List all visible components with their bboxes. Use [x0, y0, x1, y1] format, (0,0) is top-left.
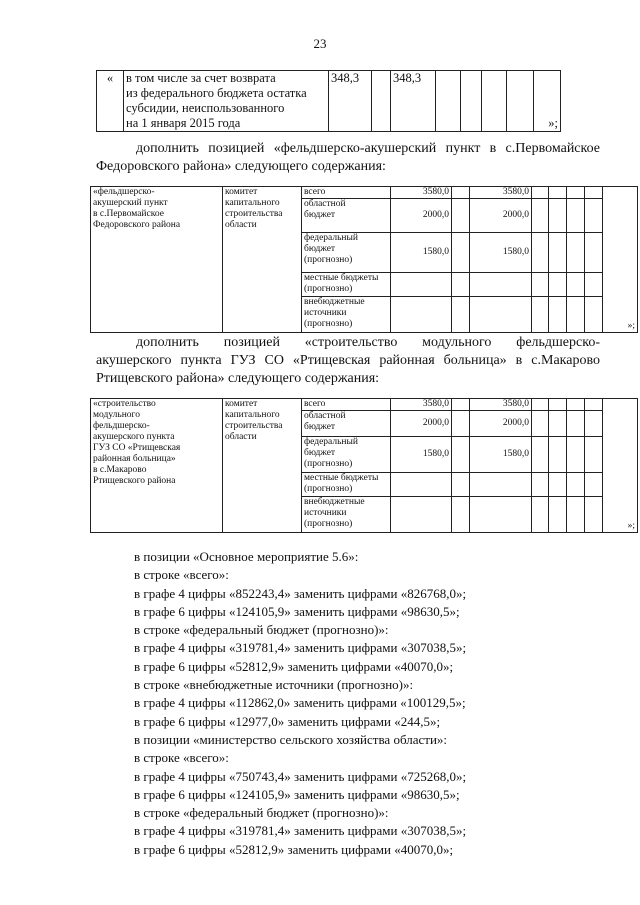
empty-cell: [585, 399, 603, 411]
source-label: источники: [304, 508, 347, 518]
source-label-cell: [302, 473, 391, 497]
value-col6-cell: 2000,0: [470, 199, 532, 233]
amendment-line: в строке «федеральный бюджет (прогнозно)»:: [134, 622, 389, 638]
empty-cell: [391, 497, 452, 533]
empty-cell: [532, 473, 549, 497]
paragraph-add-position-2-cont: акушерского пункта ГУЗ СО «Ртищевская районная больница» в с.Макарово: [96, 353, 600, 368]
source-label: (прогнозно): [304, 319, 353, 329]
amendment-line: в графе 6 цифры «124105,9» заменить цифрами «98630,5»;: [134, 603, 460, 619]
empty-cell: [482, 71, 507, 132]
empty-cell: [549, 187, 567, 199]
amendment-line: в позиции «Основное мероприятие 5.6»:: [134, 549, 359, 564]
empty-cell: [532, 497, 549, 533]
empty-cell: [567, 437, 585, 473]
name-line: акушерский пункт: [93, 198, 168, 208]
name-line: ГУЗ СО «Ртищевская: [93, 443, 181, 453]
empty-cell: [461, 71, 482, 132]
empty-cell: [549, 399, 567, 411]
source-label: бюджет: [304, 210, 336, 220]
source-label: источники: [304, 308, 347, 318]
empty-cell: [532, 187, 549, 199]
empty-cell: [532, 437, 549, 473]
value-col6-cell: 1580,0: [470, 437, 532, 473]
source-label: (прогнозно): [304, 484, 353, 494]
amendment-line: в графе 6 цифры «52812,9» заменить цифрами «40070,0»;: [134, 658, 454, 674]
source-label-cell: [302, 297, 391, 333]
empty-cell: [532, 411, 549, 437]
amendment-line: в позиции «министерство сельского хозяйства области»:: [134, 731, 448, 747]
name-line: в с.Первомайское: [93, 209, 164, 219]
empty-cell: [452, 473, 470, 497]
value-col4-cell: 348,3: [329, 71, 372, 132]
empty-cell: [391, 273, 452, 297]
value-col6-cell: 3580,0: [470, 399, 532, 411]
executor-cell: [223, 187, 302, 333]
amendment-line: в графе 4 цифры «750743,4» заменить цифрами «725268,0»;: [134, 768, 467, 784]
empty-cell: [585, 187, 603, 199]
empty-cell: [452, 199, 470, 233]
source-label: (прогнозно): [304, 459, 353, 469]
amendment-line: в строке «всего»:: [134, 567, 229, 583]
executor-line: строительства: [225, 209, 283, 219]
source-label: местные бюджеты: [304, 473, 379, 483]
executor-line: капитального: [225, 410, 280, 420]
name-line: «фельдшерско-: [93, 187, 155, 197]
amendment-line: в графе 6 цифры «52812,9» заменить цифрами «40070,0»;: [134, 841, 454, 857]
amendment-line: в графе 6 цифры «12977,0» заменить цифрами «244,5»;: [134, 713, 441, 729]
source-label: всего: [304, 187, 326, 197]
empty-cell: [532, 199, 549, 233]
source-label: внебюджетные: [304, 497, 365, 507]
empty-cell: [567, 297, 585, 333]
closing-quote-cell: »;: [603, 399, 638, 533]
executor-cell: [223, 399, 302, 533]
paragraph-add-position-2-end: Ртищевского района» следующего содержания:: [96, 371, 380, 386]
value-col6-cell: 1580,0: [470, 233, 532, 273]
amendment-line: в графе 4 цифры «112862,0» заменить цифрами «100129,5»;: [134, 695, 466, 711]
empty-cell: [567, 473, 585, 497]
empty-cell: [507, 71, 534, 132]
refund-description-cell: [124, 71, 329, 132]
table-modular-feldsher-makarovo: [90, 398, 638, 533]
empty-cell: [549, 273, 567, 297]
object-name-cell: [91, 399, 223, 533]
value-col4-cell: 2000,0: [391, 411, 452, 437]
empty-cell: [585, 473, 603, 497]
empty-cell: [585, 297, 603, 333]
source-label: бюджет: [304, 244, 336, 254]
empty-cell: [585, 199, 603, 233]
source-label: внебюджетные: [304, 297, 365, 307]
empty-cell: [391, 473, 452, 497]
object-name-cell: [91, 187, 223, 333]
name-line: Ртищевского района: [93, 476, 176, 486]
source-label: бюджет: [304, 422, 336, 432]
empty-cell: [470, 297, 532, 333]
amendment-line: в графе 4 цифры «319781,4» заменить цифрами «307038,5»;: [134, 823, 467, 839]
name-line: в с.Макарово: [93, 465, 147, 475]
empty-cell: [470, 497, 532, 533]
source-label: (прогнозно): [304, 284, 353, 294]
refund-text-line: субсидии, неиспользованного: [126, 101, 285, 115]
source-label-cell: [302, 199, 391, 233]
empty-cell: [532, 233, 549, 273]
empty-cell: [585, 411, 603, 437]
empty-cell: [391, 297, 452, 333]
empty-cell: [567, 233, 585, 273]
empty-cell: [452, 497, 470, 533]
source-label: (прогнозно): [304, 519, 353, 529]
amendment-line: в графе 6 цифры «124105,9» заменить цифрами «98630,5»;: [134, 786, 460, 802]
executor-line: строительства: [225, 421, 283, 431]
empty-cell: [549, 437, 567, 473]
empty-cell: [532, 297, 549, 333]
empty-cell: [567, 187, 585, 199]
source-label-cell: [302, 437, 391, 473]
value-col4-cell: 3580,0: [391, 187, 452, 199]
empty-cell: [452, 233, 470, 273]
name-line: районная больница»: [93, 454, 176, 464]
page-number: 23: [313, 36, 327, 51]
amendment-line: в строке «внебюджетные источники (прогнозно)»:: [134, 677, 414, 693]
value-col6-cell: 3580,0: [470, 187, 532, 199]
empty-cell: [567, 411, 585, 437]
empty-cell: [549, 233, 567, 273]
source-label-cell: [302, 273, 391, 297]
value-col6-cell: 2000,0: [470, 411, 532, 437]
source-label-cell: [302, 233, 391, 273]
empty-cell: [470, 273, 532, 297]
source-label: бюджет: [304, 448, 336, 458]
empty-cell: [567, 273, 585, 297]
empty-cell: [452, 273, 470, 297]
source-label: федеральный: [304, 437, 358, 447]
empty-cell: [567, 199, 585, 233]
empty-cell: [452, 187, 470, 199]
refund-text-line: из федерального бюджета остатка: [126, 86, 307, 100]
empty-cell: [585, 233, 603, 273]
name-line: Федоровского района: [93, 220, 181, 230]
table-feldsher-pervomayskoe: [90, 186, 638, 333]
empty-cell: [452, 297, 470, 333]
source-label-cell: [302, 399, 391, 411]
empty-cell: [567, 497, 585, 533]
opening-quote-cell: «: [97, 71, 124, 132]
empty-cell: [549, 411, 567, 437]
source-label: всего: [304, 399, 326, 409]
empty-cell: [549, 473, 567, 497]
empty-cell: [549, 297, 567, 333]
empty-cell: [567, 399, 585, 411]
name-line: акушерского пункта: [93, 432, 175, 442]
value-col4-cell: 1580,0: [391, 233, 452, 273]
source-label: областной: [304, 411, 346, 421]
paragraph-add-position-1: дополнить позицией «фельдшерско-акушерский пункт в с.Первомайское: [136, 141, 600, 156]
value-col4-cell: 2000,0: [391, 199, 452, 233]
amendment-lines: [134, 548, 466, 859]
value-col6-cell: 348,3: [391, 71, 436, 132]
executor-line: области: [225, 432, 257, 442]
empty-cell: [452, 411, 470, 437]
empty-cell: [585, 437, 603, 473]
name-line: фельдшерско-: [93, 421, 150, 431]
name-line: «строительство: [93, 399, 156, 409]
empty-cell: [549, 199, 567, 233]
value-col4-cell: 3580,0: [391, 399, 452, 411]
empty-cell: [585, 497, 603, 533]
paragraph-add-position-2: дополнить позицией «строительство модульного фельдшерско-: [136, 335, 600, 350]
amendment-line: в графе 4 цифры «319781,4» заменить цифрами «307038,5»;: [134, 640, 467, 656]
name-line: модульного: [93, 410, 140, 420]
empty-cell: [452, 437, 470, 473]
executor-line: области: [225, 220, 257, 230]
refund-text-line: на 1 января 2015 года: [126, 116, 241, 130]
executor-line: капитального: [225, 198, 280, 208]
source-label: местные бюджеты: [304, 273, 379, 283]
source-label: федеральный: [304, 233, 358, 243]
closing-quote-cell: »;: [603, 187, 638, 333]
closing-quote-cell: »;: [534, 71, 561, 132]
executor-line: комитет: [225, 399, 258, 409]
source-label: областной: [304, 199, 346, 209]
empty-cell: [372, 71, 391, 132]
empty-cell: [436, 71, 461, 132]
empty-cell: [532, 399, 549, 411]
empty-cell: [470, 473, 532, 497]
empty-cell: [549, 497, 567, 533]
table-refund-row: [96, 70, 561, 132]
executor-line: комитет: [225, 187, 258, 197]
amendment-line: в строке «всего»:: [134, 750, 229, 766]
refund-text-line: в том числе за счет возврата: [126, 71, 276, 85]
source-label-cell: [302, 411, 391, 437]
empty-cell: [532, 273, 549, 297]
source-label-cell: [302, 187, 391, 199]
empty-cell: [452, 399, 470, 411]
paragraph-add-position-1-cont: Федоровского района» следующего содержания:: [96, 159, 386, 174]
source-label: (прогнозно): [304, 255, 353, 265]
source-label-cell: [302, 497, 391, 533]
value-col4-cell: 1580,0: [391, 437, 452, 473]
amendment-line: в графе 4 цифры «852243,4» заменить цифрами «826768,0»;: [134, 585, 467, 601]
amendment-line: в строке «федеральный бюджет (прогнозно)»:: [134, 805, 389, 821]
empty-cell: [585, 273, 603, 297]
